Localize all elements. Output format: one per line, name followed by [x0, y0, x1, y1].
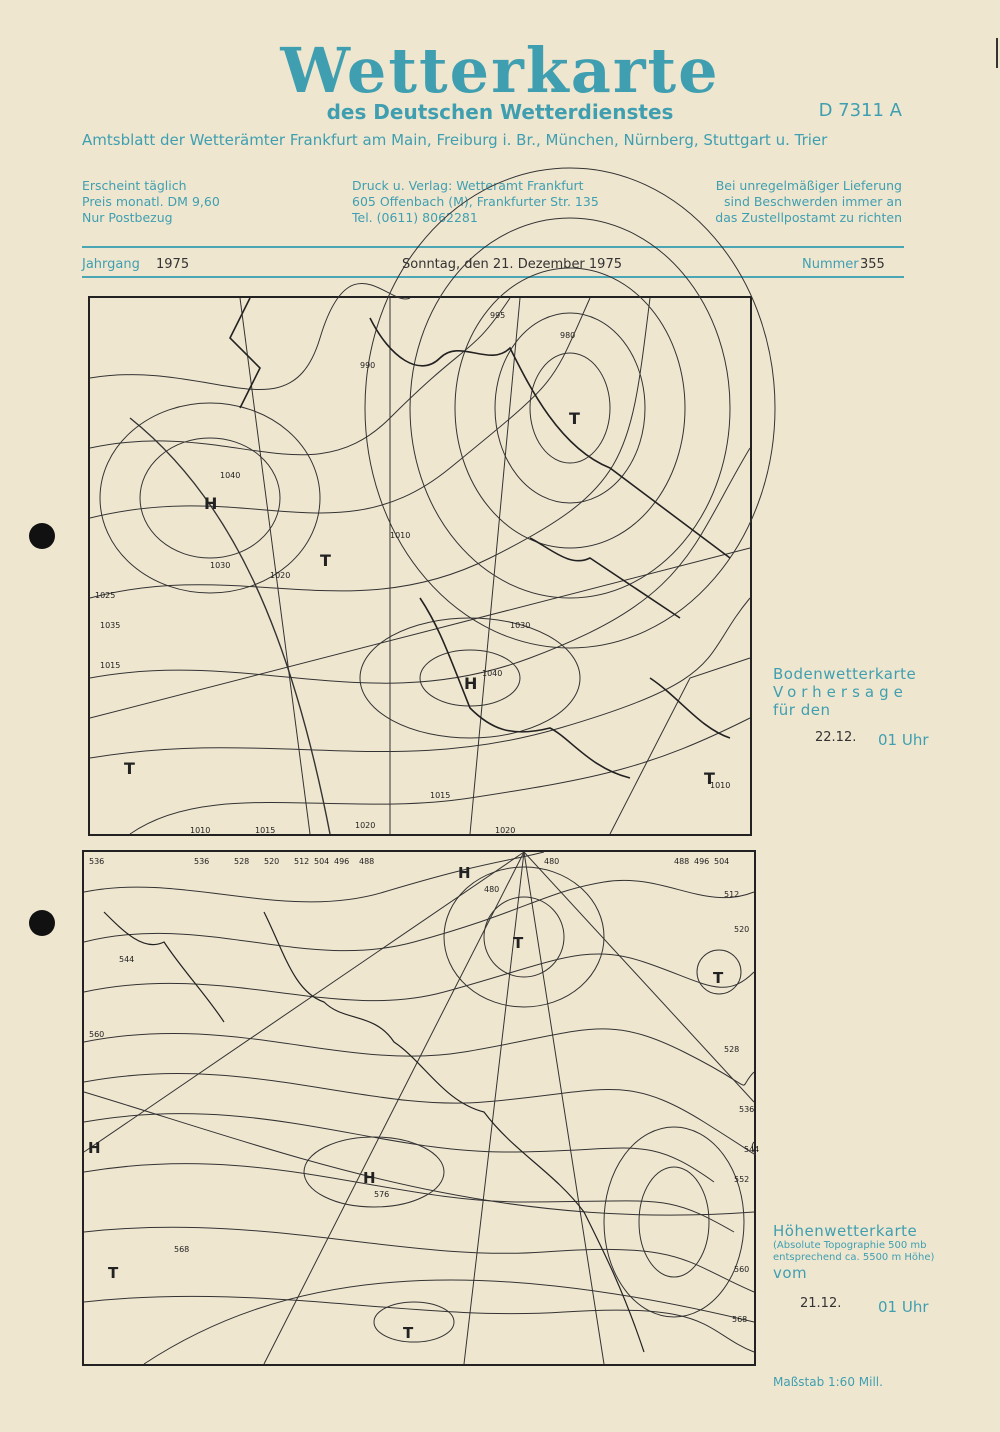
high-pressure-symbol: H	[204, 494, 218, 513]
isobar-label: 980	[560, 331, 576, 340]
contour-label: 552	[734, 1175, 750, 1184]
high-height-symbol: H	[363, 1169, 376, 1187]
low-height-symbol: T	[403, 1324, 414, 1342]
info-line: Preis monatl. DM 9,60	[82, 194, 220, 209]
info-line: Erscheint täglich	[82, 178, 187, 193]
masthead-title: Wetterkarte	[280, 34, 720, 107]
contour-label: 488	[359, 857, 375, 866]
contour-label: 560	[734, 1265, 750, 1274]
contour-label: 568	[174, 1245, 190, 1254]
header-rule-top	[82, 246, 904, 248]
isobar-label: 1010	[190, 826, 211, 835]
contour-label: 528	[234, 857, 250, 866]
isobar-label: 1010	[710, 781, 731, 790]
contour-label: 496	[334, 857, 350, 866]
surface-map-drawing	[90, 298, 750, 834]
isobar-label: 1010	[390, 531, 411, 540]
info-line: Tel. (0611) 8062281	[352, 210, 478, 225]
contour-label: 496	[694, 857, 710, 866]
isobar-label: 990	[360, 361, 376, 370]
contour-label: 536	[194, 857, 210, 866]
upper-caption-date: 21.12.	[800, 1296, 842, 1311]
header-rule-bottom	[82, 276, 904, 278]
info-right	[715, 178, 902, 226]
contour-label: 560	[89, 1030, 105, 1039]
info-line: sind Beschwerden immer an	[724, 194, 902, 209]
upper-caption-time: 01 Uhr	[878, 1298, 929, 1316]
map-scale: Maßstab 1:60 Mill.	[773, 1375, 883, 1389]
low-pressure-symbol: T	[320, 551, 331, 570]
upper-map-drawing	[84, 852, 760, 1364]
number-value: 355	[860, 257, 885, 272]
info-line: Bei unregelmäßiger Lieferung	[715, 178, 902, 193]
surface-weather-map	[88, 296, 752, 836]
info-left	[82, 178, 220, 226]
isobar-label: 1015	[255, 826, 276, 835]
low-pressure-symbol: T	[704, 769, 715, 788]
isobar-label: 1030	[510, 621, 531, 630]
surface-caption-for: für den	[773, 701, 831, 719]
official-gazette-line: Amtsblatt der Wetterämter Frankfurt am Main, Freiburg i. Br., München, Nürnberg, Stuttgart u. Trier	[82, 131, 828, 149]
upper-caption-height: entsprechend ca. 5500 m Höhe)	[773, 1252, 935, 1263]
isobar-label: 1020	[355, 821, 376, 830]
isobar-label: 1015	[430, 791, 451, 800]
contour-label: 512	[294, 857, 310, 866]
isobar-label: 995	[490, 311, 506, 320]
info-line: das Zustellpostamt zu richten	[715, 210, 902, 225]
number-label: Nummer	[802, 257, 859, 272]
low-pressure-symbol: T	[569, 409, 580, 428]
contour-label: 504	[714, 857, 730, 866]
surface-caption-forecast: Vorhersage	[773, 683, 908, 701]
contour-label: 576	[374, 1190, 390, 1199]
publication-code: D 7311 A	[818, 100, 902, 121]
info-line: Nur Postbezug	[82, 210, 173, 225]
contour-label: 568	[732, 1315, 748, 1324]
contour-label: 544	[119, 955, 135, 964]
isobar-label: 1030	[210, 561, 231, 570]
contour-label: 536	[739, 1105, 755, 1114]
low-height-symbol: T	[513, 934, 524, 952]
low-pressure-symbol: T	[124, 759, 135, 778]
contour-label: 528	[724, 1045, 740, 1054]
surface-caption-time: 01 Uhr	[878, 731, 929, 749]
isobar-label: 1020	[495, 826, 516, 835]
surface-caption-date: 22.12.	[815, 730, 857, 745]
punch-hole	[29, 523, 55, 549]
isobar-label: 1015	[100, 661, 121, 670]
isobar-label: 1040	[482, 669, 503, 678]
upper-caption	[773, 1222, 934, 1282]
upper-caption-from: vom	[773, 1264, 808, 1282]
contour-label: 488	[674, 857, 690, 866]
high-pressure-symbol: H	[464, 674, 478, 693]
contour-label: 480	[484, 885, 500, 894]
high-height-symbol: H	[458, 864, 471, 882]
low-height-symbol: T	[108, 1264, 119, 1282]
isobar-label: 1035	[100, 621, 121, 630]
info-line: 605 Offenbach (M), Frankfurter Str. 135	[352, 194, 599, 209]
year-value: 1975	[156, 257, 190, 272]
contour-label: 536	[89, 857, 105, 866]
punch-hole	[29, 910, 55, 936]
surface-caption-title: Bodenwetterkarte	[773, 665, 917, 683]
low-height-symbol: T	[713, 969, 724, 987]
contour-label: 520	[734, 925, 750, 934]
high-height-symbol: H	[88, 1139, 101, 1157]
contour-label: 480	[544, 857, 560, 866]
upper-air-map	[82, 850, 760, 1366]
upper-caption-topography: (Absolute Topographie 500 mb	[773, 1240, 927, 1251]
contour-label: 512	[724, 890, 740, 899]
isobar-label: 1025	[95, 591, 116, 600]
isobar-label: 1040	[220, 471, 241, 480]
surface-caption	[773, 665, 916, 719]
contour-label: 544	[744, 1145, 760, 1154]
isobar-label: 1020	[270, 571, 291, 580]
issue-date: Sonntag, den 21. Dezember 1975	[402, 257, 622, 272]
masthead-subtitle: des Deutschen Wetterdienstes	[326, 100, 674, 124]
upper-caption-title: Höhenwetterkarte	[773, 1222, 918, 1240]
info-middle	[352, 178, 599, 226]
year-label: Jahrgang	[82, 257, 140, 272]
info-line: Druck u. Verlag: Wetteramt Frankfurt	[352, 178, 584, 193]
contour-label: 520	[264, 857, 280, 866]
contour-label: 504	[314, 857, 330, 866]
